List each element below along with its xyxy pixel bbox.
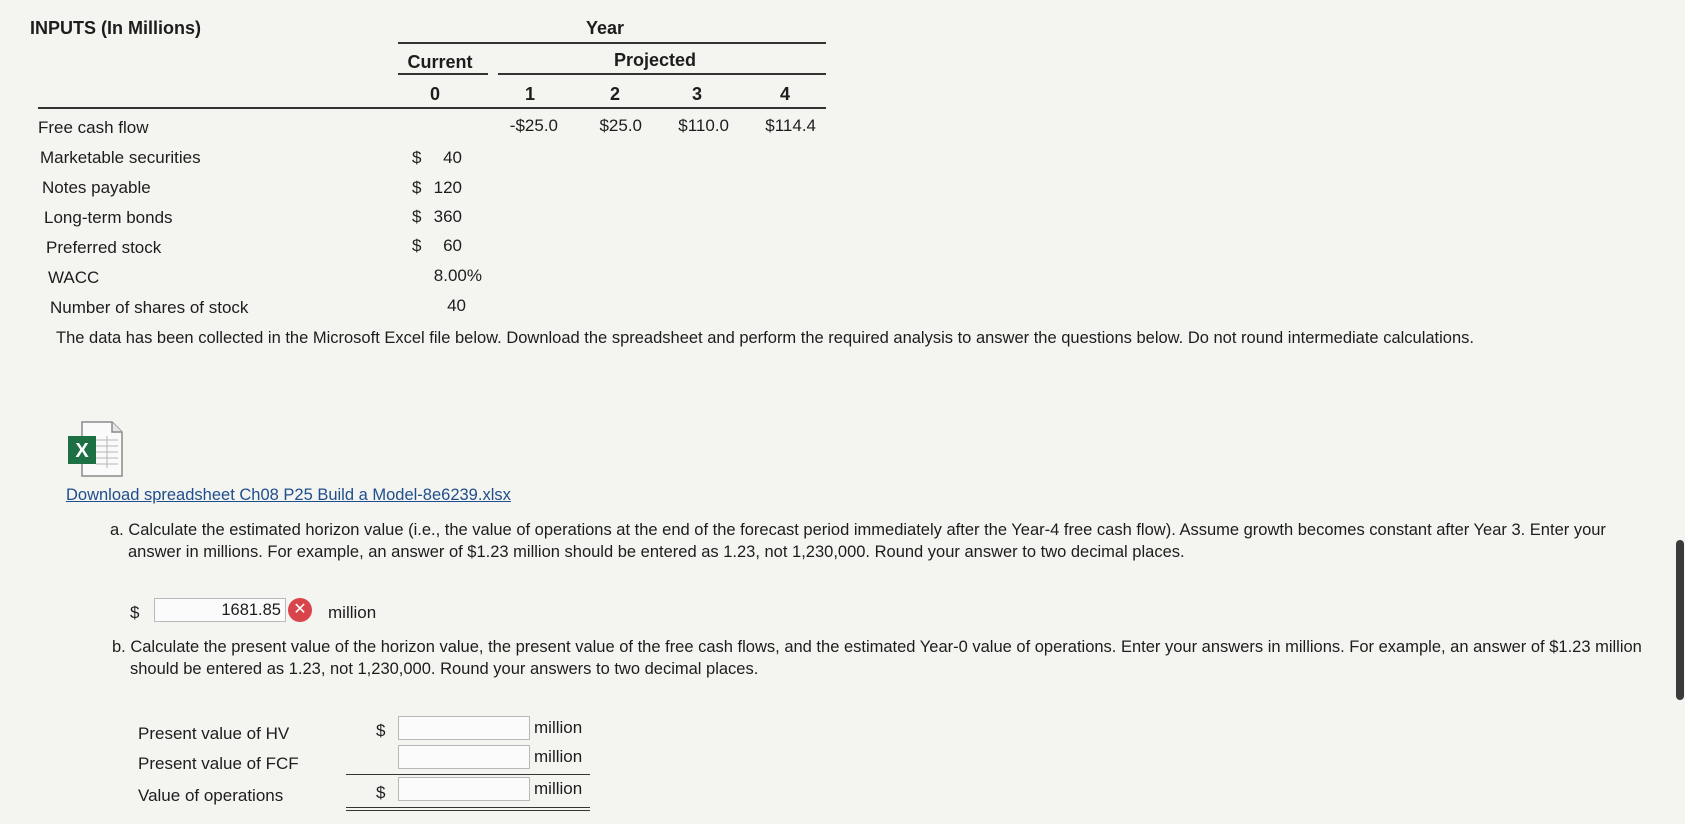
question-a-dollar: $ bbox=[130, 603, 140, 622]
value-ops-dollar: $ bbox=[376, 783, 386, 802]
fcf-label: Free cash flow bbox=[38, 118, 149, 137]
inputs-title: INPUTS (In Millions) bbox=[30, 18, 201, 38]
year-3-header: 3 bbox=[691, 84, 702, 104]
year-1-header: 1 bbox=[524, 84, 535, 104]
pv-hv-unit: million bbox=[534, 718, 583, 737]
fcf-year-3: $110.0 bbox=[678, 116, 729, 135]
svg-text:X: X bbox=[75, 440, 89, 462]
fcf-year-1: -$25.0 bbox=[509, 116, 558, 135]
question-a-text: a. Calculate the estimated horizon value (i.e., the value of operations at the end of the forecast period immediately after the Year-4 free cash flow). Assume growth becomes constant after Year 3. Enter your answer in millions. For example, an answer of $1.23 million should be entered as 1.23, not 1,230,000. Round your answer to two decimal places. bbox=[110, 521, 1606, 561]
input-row-label: Long-term bonds bbox=[44, 208, 173, 227]
pv-fcf-label: Present value of FCF bbox=[138, 754, 299, 773]
year-0-header: 0 bbox=[429, 84, 440, 104]
current-header: Current bbox=[407, 52, 473, 72]
incorrect-icon: ✕ bbox=[288, 598, 312, 622]
excel-file-icon[interactable] bbox=[66, 418, 126, 478]
projected-rule bbox=[498, 73, 826, 75]
current-rule bbox=[398, 73, 488, 75]
value-ops-input[interactable] bbox=[398, 777, 530, 801]
input-row-value: 40 bbox=[447, 296, 466, 315]
input-row-value: 40 bbox=[443, 148, 462, 167]
input-row-label: WACC bbox=[48, 268, 100, 287]
pv-hv-dollar: $ bbox=[376, 721, 386, 740]
year-rule bbox=[398, 42, 826, 44]
intro-paragraph: The data has been collected in the Microsoft Excel file below. Download the spreadsheet and perform the required analysis to answer the questions below. Do not round intermediate calculations. bbox=[56, 329, 1474, 347]
input-row-label: Marketable securities bbox=[40, 148, 201, 167]
input-row-value: 360 bbox=[433, 207, 462, 226]
pv-fcf-input[interactable] bbox=[398, 745, 530, 769]
input-row-label: Notes payable bbox=[42, 178, 151, 197]
sum-rule bbox=[346, 774, 590, 775]
year-header: Year bbox=[585, 18, 625, 38]
year-4-header: 4 bbox=[779, 84, 790, 104]
input-row-dollar: $ bbox=[412, 236, 422, 255]
question-b-text: b. Calculate the present value of the horizon value, the present value of the free cash flows, and the estimated Year-0 value of operations. Enter your answers in millions. For example, an answer of $1.23 million should be entered as 1.23, not 1,230,000. Round your answers to two decimal places. bbox=[112, 638, 1642, 678]
pv-hv-label: Present value of HV bbox=[138, 724, 290, 743]
input-row-dollar: $ bbox=[412, 178, 422, 197]
download-spreadsheet-link[interactable]: Download spreadsheet Ch08 P25 Build a Model-8e6239.xlsx bbox=[66, 486, 511, 504]
input-row-label: Preferred stock bbox=[46, 238, 162, 257]
input-row-dollar: $ bbox=[412, 207, 422, 226]
question-a-unit: million bbox=[328, 603, 377, 622]
horizon-value-input[interactable] bbox=[154, 598, 286, 622]
input-row-dollar: $ bbox=[412, 148, 422, 167]
scrollbar-thumb[interactable] bbox=[1676, 540, 1684, 700]
total-rule-top bbox=[346, 807, 590, 808]
input-row-value: 120 bbox=[433, 178, 462, 197]
pv-hv-input[interactable] bbox=[398, 716, 530, 740]
value-ops-unit: million bbox=[534, 779, 583, 798]
fcf-year-4: $114.4 bbox=[765, 116, 816, 135]
input-row-value: 8.00% bbox=[433, 266, 482, 285]
header-rule bbox=[38, 107, 826, 109]
year-2-header: 2 bbox=[609, 84, 620, 104]
value-ops-label: Value of operations bbox=[138, 786, 284, 805]
fcf-year-2: $25.0 bbox=[599, 116, 642, 135]
total-rule-bottom bbox=[346, 810, 590, 811]
pv-fcf-unit: million bbox=[534, 747, 583, 766]
projected-header: Projected bbox=[613, 50, 697, 70]
input-row-value: 60 bbox=[443, 236, 462, 255]
input-row-label: Number of shares of stock bbox=[50, 298, 249, 317]
